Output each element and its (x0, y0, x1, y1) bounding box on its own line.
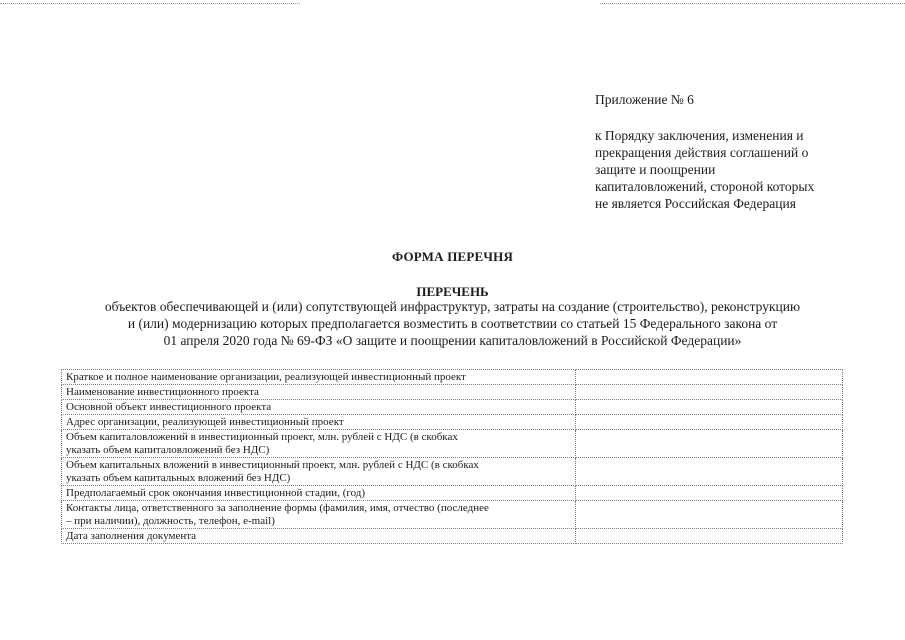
row-value-cell[interactable] (576, 458, 843, 486)
subtitle-line: и (или) модернизацию которых предполагается возместить в соответствии со статьей 15 Федерального закона от (127, 316, 778, 331)
row-label-line: указать объем капитальных вложений без НДС) (66, 472, 291, 484)
row-label-line: Объем капиталовложений в инвестиционный проект, млн. рублей с НДС (в скобках (66, 431, 458, 443)
row-value-cell[interactable] (576, 529, 843, 544)
appendix-number: Приложение № 6 (595, 92, 694, 107)
row-value-cell[interactable] (576, 415, 843, 430)
row-label (62, 529, 576, 544)
row-label-line: указать объем капиталовложений без НДС) (66, 444, 270, 456)
top-dotted-rule-left (0, 3, 300, 4)
row-label (62, 385, 576, 400)
row-value-cell[interactable] (576, 400, 843, 415)
top-dotted-rule-right (600, 3, 905, 4)
row-label-line: Адрес организации, реализующей инвестиционный проект (66, 416, 344, 428)
table-row (62, 400, 843, 415)
row-value-cell[interactable] (576, 501, 843, 529)
procedure-reference (595, 127, 855, 212)
row-value-cell[interactable] (576, 430, 843, 458)
row-label (62, 415, 576, 430)
table-row (62, 430, 843, 458)
table-row (62, 529, 843, 544)
procedure-line: не является Российская Федерация (595, 196, 796, 211)
row-label (62, 430, 576, 458)
subtitle-line: 01 апреля 2020 года № 69-ФЗ «О защите и поощрении капиталовложений в Российской Федерации» (163, 333, 742, 348)
table-row (62, 415, 843, 430)
row-label-line: Контакты лица, ответственного за заполнение формы (фамилия, имя, отчество (последнее (66, 502, 489, 514)
procedure-line: к Порядку заключения, изменения и (595, 128, 804, 143)
procedure-line: прекращения действия соглашений о (595, 145, 809, 160)
row-label-line: Наименование инвестиционного проекта (66, 386, 259, 398)
table-row (62, 385, 843, 400)
perechen-table (61, 369, 843, 544)
procedure-line: защите и поощрении (595, 162, 716, 177)
row-label (62, 486, 576, 501)
row-label-line: Предполагаемый срок окончания инвестиционной стадии, (год) (66, 487, 366, 499)
table-row (62, 458, 843, 486)
row-label-line: Дата заполнения документа (66, 530, 197, 542)
row-value-cell[interactable] (576, 385, 843, 400)
table-row (62, 370, 843, 385)
row-value-cell[interactable] (576, 370, 843, 385)
form-title: ФОРМА ПЕРЕЧНЯ (391, 249, 514, 264)
row-label (62, 458, 576, 486)
row-label-line: – при наличии), должность, телефон, e-mail) (66, 515, 275, 527)
table-row (62, 486, 843, 501)
list-subtitle (40, 298, 865, 349)
row-label (62, 370, 576, 385)
procedure-line: капиталовложений, стороной которых (595, 179, 815, 194)
row-label (62, 501, 576, 529)
row-label-line: Краткое и полное наименование организации, реализующей инвестиционный проект (66, 371, 466, 383)
table-row (62, 501, 843, 529)
row-label-line: Основной объект инвестиционного проекта (66, 401, 272, 413)
list-title: ПЕРЕЧЕНЬ (416, 284, 489, 299)
row-label-line: Объем капитальных вложений в инвестиционный проект, млн. рублей с НДС (в скобках (66, 459, 479, 471)
row-value-cell[interactable] (576, 486, 843, 501)
subtitle-line: объектов обеспечивающей и (или) сопутствующей инфраструктур, затраты на создание (строительство), реконструкцию (104, 299, 801, 314)
row-label (62, 400, 576, 415)
